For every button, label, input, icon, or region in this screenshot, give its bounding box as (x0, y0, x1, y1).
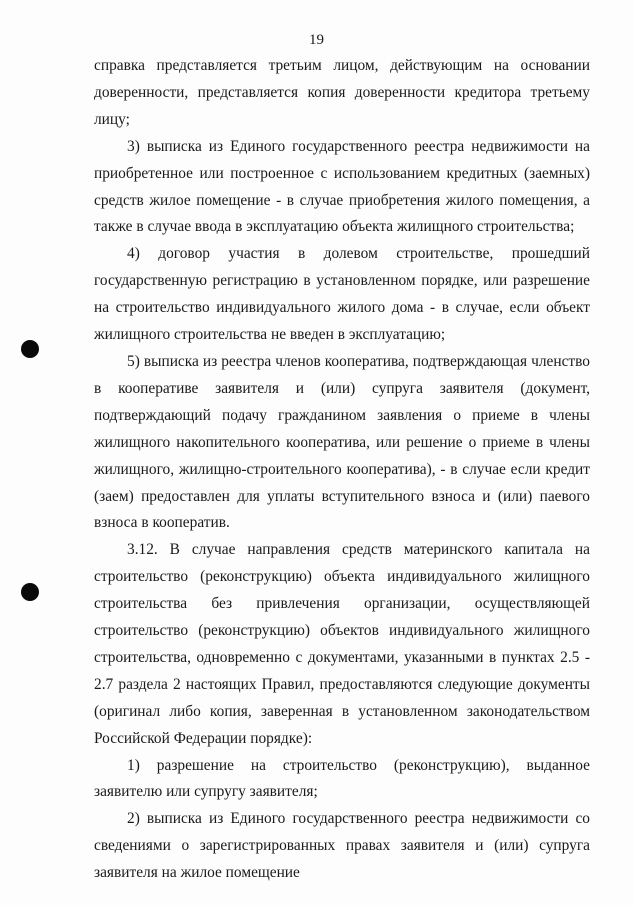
binder-hole-top (21, 340, 39, 358)
binder-hole-bottom (21, 583, 39, 601)
paragraph-subitem-2: 2) выписка из Единого государственного реестра недвижимости со сведениями о зарегистрированных правах заявителя и (или) супруга заявителя на жилое помещение (94, 810, 590, 882)
paragraph-subitem-1: 1) разрешение на строительство (реконструкцию), выданное заявителю или супругу заявителя; (94, 756, 590, 801)
page-number: 19 (309, 32, 324, 48)
paragraph-item-5: 5) выписка из реестра членов кооператива, подтверждающая членство в кооперативе заявителя и (или) супруга заявителя (документ, подтверждающий подачу гражданином заявления о приеме в члены жилищного накопительного кооператива, или решение о приеме в члены жилищного, жилищно-строительного кооператива), - в случае если кредит (заем) предоставлен для уплаты вступительного взноса и (или) паевого взноса в кооператив. (94, 352, 590, 532)
paragraph-item-3: 3) выписка из Единого государственного реестра недвижимости на приобретенное или построенное с использованием кредитных (заемных) средств жилое помещение - в случае приобретения жилого помещения, а также в случае ввода в эксплуатацию объекта жилищного строительства; (94, 137, 590, 236)
paragraph-item-4: 4) договор участия в долевом строительстве, прошедший государственную регистрацию в установленном порядке, или разрешение на строительство индивидуального жилого дома - в случае, если объект жилищного строительства не введен в эксплуатацию; (94, 245, 590, 344)
paragraph-section-3-12: 3.12. В случае направления средств материнского капитала на строительство (реконструкцию) объекта индивидуального жилищного строительства без привлечения организации, осуществляющей строительство (реконструкцию) объектов индивидуального жилищного строительства, одновременно с документами, указанными в пунктах 2.5 - 2.7 раздела 2 настоящих Правил, предоставляются следующие документы (оригинал либо копия, заверенная в установленном законодательством Российской Федерации порядке): (94, 541, 590, 747)
paragraph-credit-certificate: справка представляется третьим лицом, действующим на основании доверенности, представляется копия доверенности кредитора третьему лицу; (94, 57, 590, 128)
document-body (94, 53, 590, 887)
